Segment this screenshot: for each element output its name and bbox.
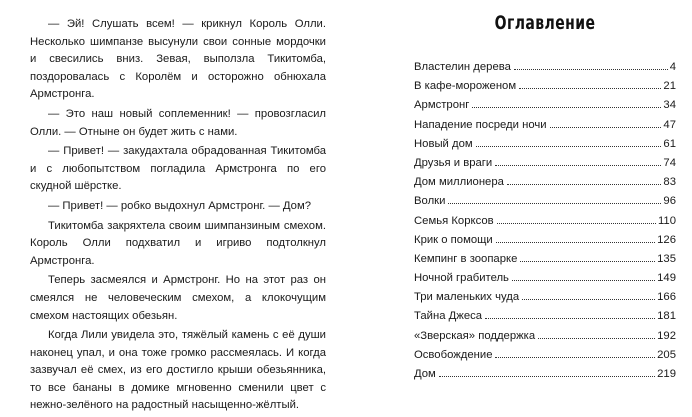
toc-entry-label: Семья Корксов <box>414 214 494 227</box>
toc-entry-label: Дом <box>414 368 436 380</box>
toc-entry-page: 166 <box>657 291 676 304</box>
toc-dot-leader <box>496 242 655 243</box>
toc-entry[interactable] <box>414 231 676 250</box>
toc-dot-leader <box>485 318 655 319</box>
toc-dot-leader <box>514 69 668 70</box>
paragraph: Тикитомба закряхтела своим шимпанзиным смехом. Король Олли подхватил и игриво подтолкнул Армстронга. <box>30 219 326 267</box>
paragraph: — Эй! Слушать всем! — крикнул Король Олли. Несколько шимпанзе высунули свои сонные мордочки и свесились вниз. Зевая, выползла Тикитомба, поздоровалась с Королём и осторожно обнюхала Армстронга. <box>30 18 326 101</box>
toc-dot-leader <box>495 357 655 358</box>
toc-entry[interactable] <box>414 269 676 288</box>
paragraph: — Это наш новый соплеменник! — провозгласил Олли. — Отныне он будет жить с нами. <box>30 107 326 138</box>
toc-entry-page: 205 <box>657 348 676 361</box>
toc-entry[interactable] <box>414 58 676 77</box>
toc-entry-label: Армстронг <box>414 99 470 112</box>
toc-entry-page: 4 <box>669 61 676 73</box>
toc-entry[interactable] <box>414 212 676 231</box>
toc-entry-page: 74 <box>663 156 676 169</box>
toc-entry[interactable] <box>414 307 676 326</box>
toc-title: Оглавление <box>494 12 596 34</box>
toc-entry-label: Нападение посреди ночи <box>414 118 547 131</box>
toc-dot-leader <box>439 376 655 377</box>
toc-entry[interactable] <box>414 365 676 384</box>
toc-entry-page: 181 <box>657 310 676 323</box>
toc-entry-label: В кафе-мороженом <box>414 80 517 93</box>
toc-dot-leader <box>522 299 655 300</box>
toc-entry-label: «Зверская» поддержка <box>414 329 536 342</box>
toc-entry-page: 149 <box>657 272 676 285</box>
toc-entry[interactable] <box>414 346 676 365</box>
paragraph: — Привет! — робко выдохнул Армстронг. — Дом? <box>48 199 312 212</box>
toc-entry[interactable] <box>414 116 676 135</box>
toc-dot-leader <box>519 88 661 89</box>
toc-entry-page: 110 <box>657 214 676 227</box>
toc-entry[interactable] <box>414 96 676 115</box>
left-page-text <box>30 16 326 417</box>
toc-entry-page: 96 <box>663 195 676 208</box>
paragraph: Когда Лили увидела это, тяжёлый камень с её души наконец упал, и она тоже громко рассмеялась. И когда зазвучал её смех, из его достигло крыши обезьянника, то все бананы в домике мгновенно сменили цвет с нежно-зелёного на радостный насыщенно-жёлтый. <box>30 329 326 412</box>
toc-entry-page: 61 <box>663 137 676 150</box>
toc-entry-page: 219 <box>657 368 676 380</box>
toc-entry[interactable] <box>414 250 676 269</box>
toc-dot-leader <box>495 165 661 166</box>
toc-entry[interactable] <box>414 135 676 154</box>
toc-dot-leader <box>476 146 662 147</box>
toc-entry-label: Властелин дерева <box>414 61 511 73</box>
toc-entry-label: Дом миллионера <box>414 176 504 189</box>
toc-entry-label: Три маленьких чуда <box>414 291 520 304</box>
toc-entry-page: 83 <box>663 176 676 189</box>
toc-entry[interactable] <box>414 327 676 346</box>
toc-entry-label: Друзья и враги <box>414 156 493 169</box>
toc-entry[interactable] <box>414 192 676 211</box>
toc-entry-page: 135 <box>657 252 676 265</box>
toc-entry[interactable] <box>414 173 676 192</box>
toc-entry-page: 126 <box>657 233 676 246</box>
toc-dot-leader <box>538 338 655 339</box>
toc-entry-label: Новый дом <box>414 137 473 150</box>
table-of-contents <box>414 8 676 384</box>
toc-dot-leader <box>497 223 656 224</box>
toc-entry-label: Ночной грабитель <box>414 272 509 285</box>
toc-entry-label: Тайна Джеса <box>414 310 483 323</box>
toc-entry-label: Волки <box>414 195 446 208</box>
toc-entry-label: Освобождение <box>414 348 493 361</box>
toc-entry-label: Крик о помощи <box>414 233 493 246</box>
paragraph: Теперь засмеялся и Армстронг. Но на этот раз он смеялся не человеческим смехом, а клокочущим смехом настоящих обезьян. <box>30 274 326 322</box>
toc-entry-page: 47 <box>663 118 676 131</box>
toc-entry-page: 21 <box>663 80 676 93</box>
toc-dot-leader <box>472 107 661 108</box>
toc-dot-leader <box>507 184 662 185</box>
toc-dot-leader <box>448 203 661 204</box>
paragraph: — Привет! — закудахтала обрадованная Тикитомба и с любопытством погладила Армстронга по его скудной шёрстке. <box>30 145 326 193</box>
toc-dot-leader <box>520 261 655 262</box>
toc-entry-page: 34 <box>663 99 676 112</box>
toc-dot-leader <box>550 127 662 128</box>
toc-dot-leader <box>512 280 655 281</box>
toc-entry[interactable] <box>414 154 676 173</box>
toc-entry-label: Кемпинг в зоопарке <box>414 252 518 265</box>
toc-entry-page: 192 <box>657 329 676 342</box>
toc-entry[interactable] <box>414 288 676 307</box>
toc-list <box>414 58 676 384</box>
toc-entry[interactable] <box>414 77 676 96</box>
